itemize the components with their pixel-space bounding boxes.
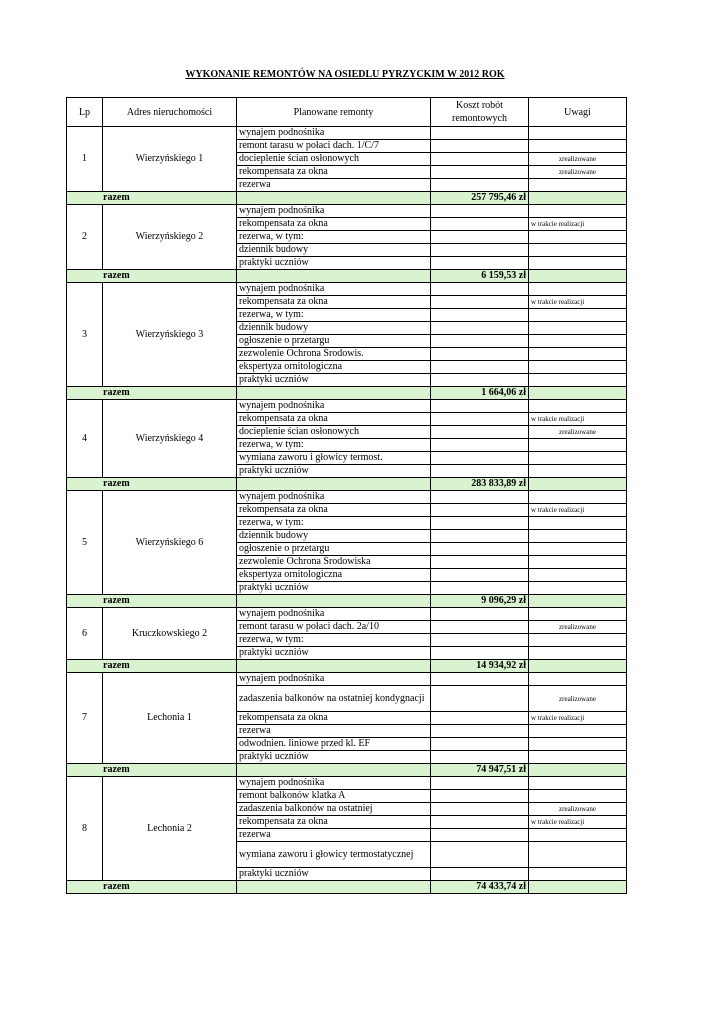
- cost-cell: [431, 400, 529, 413]
- note-cell: [529, 283, 627, 296]
- sum-label: razem: [67, 660, 237, 673]
- cost-cell: [431, 673, 529, 686]
- planned-item: rekompensata za okna: [237, 413, 431, 426]
- planned-item: ekspertyza ornitologiczna: [237, 361, 431, 374]
- planned-item: wynajem podnośnika: [237, 777, 431, 790]
- sum-row: [67, 478, 627, 491]
- table-row: [67, 400, 627, 413]
- sum-note: [529, 881, 627, 894]
- sum-row: [67, 881, 627, 894]
- table-row: [67, 205, 627, 218]
- planned-item: zezwolenie Ochrona Środowiska: [237, 556, 431, 569]
- sum-note: [529, 595, 627, 608]
- row-address: Kruczkowskiego 2: [103, 608, 237, 660]
- cost-cell: [431, 218, 529, 231]
- planned-item: rekompensata za okna: [237, 296, 431, 309]
- planned-item: ekspertyza ornitologiczna: [237, 569, 431, 582]
- cost-cell: [431, 569, 529, 582]
- row-lp: 8: [67, 777, 103, 881]
- header-notes: Uwagi: [529, 98, 627, 127]
- planned-item: praktyki uczniów: [237, 751, 431, 764]
- note-cell: w trakcie realizacji: [529, 218, 627, 231]
- sum-row: [67, 595, 627, 608]
- planned-item: zadaszenia balkonów na ostatniej: [237, 803, 431, 816]
- note-cell: [529, 556, 627, 569]
- note-cell: [529, 634, 627, 647]
- planned-item: rezerwa, w tym:: [237, 517, 431, 530]
- table-row: [67, 491, 627, 504]
- sum-note: [529, 270, 627, 283]
- cost-cell: [431, 296, 529, 309]
- sum-total: 74 433,74 zł: [431, 881, 529, 894]
- table-row: [67, 777, 627, 790]
- note-cell: zrealizowane: [529, 426, 627, 439]
- sum-note: [529, 660, 627, 673]
- sum-label: razem: [67, 764, 237, 777]
- cost-cell: [431, 517, 529, 530]
- row-address: Lechonia 1: [103, 673, 237, 764]
- sum-note: [529, 764, 627, 777]
- note-cell: [529, 374, 627, 387]
- row-address: Wierzyńskiego 4: [103, 400, 237, 478]
- header-cost: Koszt robót remontowych: [431, 98, 529, 127]
- cost-cell: [431, 803, 529, 816]
- sum-label: razem: [67, 192, 237, 205]
- table-row: [67, 608, 627, 621]
- note-cell: [529, 738, 627, 751]
- cost-cell: [431, 127, 529, 140]
- table-body: [67, 127, 627, 894]
- planned-item: praktyki uczniów: [237, 465, 431, 478]
- note-cell: [529, 127, 627, 140]
- note-cell: zrealizowane: [529, 803, 627, 816]
- cost-cell: [431, 231, 529, 244]
- row-lp: 7: [67, 673, 103, 764]
- cost-cell: [431, 153, 529, 166]
- note-cell: zrealizowane: [529, 153, 627, 166]
- sum-empty: [237, 478, 431, 491]
- planned-item: rezerwa: [237, 829, 431, 842]
- note-cell: [529, 751, 627, 764]
- planned-item: wymiana zaworu i głowicy termost.: [237, 452, 431, 465]
- note-cell: [529, 647, 627, 660]
- planned-item: rezerwa, w tym:: [237, 231, 431, 244]
- planned-item: docieplenie ścian osłonowych: [237, 153, 431, 166]
- table-row: [67, 283, 627, 296]
- note-cell: [529, 140, 627, 153]
- sum-empty: [237, 387, 431, 400]
- note-cell: [529, 439, 627, 452]
- cost-cell: [431, 413, 529, 426]
- planned-item: rekompensata za okna: [237, 712, 431, 725]
- table-row: [67, 673, 627, 686]
- cost-cell: [431, 634, 529, 647]
- cost-cell: [431, 842, 529, 868]
- planned-item: dziennik budowy: [237, 530, 431, 543]
- cost-cell: [431, 283, 529, 296]
- row-lp: 2: [67, 205, 103, 270]
- note-cell: [529, 348, 627, 361]
- cost-cell: [431, 777, 529, 790]
- note-cell: [529, 400, 627, 413]
- note-cell: [529, 725, 627, 738]
- sum-total: 6 159,53 zł: [431, 270, 529, 283]
- header-planned: Planowane remonty: [237, 98, 431, 127]
- sum-label: razem: [67, 387, 237, 400]
- cost-cell: [431, 790, 529, 803]
- sum-label: razem: [67, 881, 237, 894]
- sum-total: 283 833,89 zł: [431, 478, 529, 491]
- cost-cell: [431, 426, 529, 439]
- note-cell: [529, 842, 627, 868]
- sum-label: razem: [67, 595, 237, 608]
- cost-cell: [431, 179, 529, 192]
- note-cell: w trakcie realizacji: [529, 712, 627, 725]
- cost-cell: [431, 738, 529, 751]
- note-cell: [529, 309, 627, 322]
- sum-empty: [237, 192, 431, 205]
- page-title: WYKONANIE REMONTÓW NA OSIEDLU PYRZYCKIM W 2012 ROK: [185, 69, 505, 80]
- planned-item: rezerwa: [237, 725, 431, 738]
- sum-note: [529, 478, 627, 491]
- planned-item: rekompensata za okna: [237, 218, 431, 231]
- note-cell: w trakcie realizacji: [529, 504, 627, 517]
- note-cell: zrealizowane: [529, 166, 627, 179]
- cost-cell: [431, 348, 529, 361]
- cost-cell: [431, 556, 529, 569]
- planned-item: rekompensata za okna: [237, 504, 431, 517]
- cost-cell: [431, 452, 529, 465]
- note-cell: zrealizowane: [529, 621, 627, 634]
- planned-item: wynajem podnośnika: [237, 283, 431, 296]
- cost-cell: [431, 686, 529, 712]
- planned-item: wymiana zaworu i głowicy termostatycznej: [237, 842, 431, 868]
- row-lp: 1: [67, 127, 103, 192]
- cost-cell: [431, 257, 529, 270]
- cost-cell: [431, 374, 529, 387]
- planned-item: praktyki uczniów: [237, 374, 431, 387]
- planned-item: rezerwa, w tym:: [237, 309, 431, 322]
- sum-row: [67, 270, 627, 283]
- renovation-table: [66, 97, 627, 894]
- sum-row: [67, 387, 627, 400]
- cost-cell: [431, 140, 529, 153]
- planned-item: rezerwa, w tym:: [237, 439, 431, 452]
- planned-item: docieplenie ścian osłonowych: [237, 426, 431, 439]
- note-cell: [529, 868, 627, 881]
- row-lp: 5: [67, 491, 103, 595]
- cost-cell: [431, 335, 529, 348]
- planned-item: wynajem podnośnika: [237, 608, 431, 621]
- planned-item: zadaszenia balkonów na ostatniej kondygnacji: [237, 686, 431, 712]
- sum-total: 9 096,29 zł: [431, 595, 529, 608]
- planned-item: odwodnien. liniowe przed kl. EF: [237, 738, 431, 751]
- sum-row: [67, 764, 627, 777]
- planned-item: remont tarasu w połaci dach. 1/C/7: [237, 140, 431, 153]
- planned-item: rekompensata za okna: [237, 816, 431, 829]
- planned-item: wynajem podnośnika: [237, 127, 431, 140]
- note-cell: [529, 530, 627, 543]
- sum-total: 14 934,92 zł: [431, 660, 529, 673]
- cost-cell: [431, 244, 529, 257]
- row-address: Lechonia 2: [103, 777, 237, 881]
- cost-cell: [431, 647, 529, 660]
- note-cell: [529, 465, 627, 478]
- planned-item: wynajem podnośnika: [237, 673, 431, 686]
- header-address: Adres nieruchomości: [103, 98, 237, 127]
- sum-row: [67, 660, 627, 673]
- note-cell: zrealizowane: [529, 686, 627, 712]
- note-cell: w trakcie realizacji: [529, 816, 627, 829]
- note-cell: [529, 244, 627, 257]
- cost-cell: [431, 439, 529, 452]
- cost-cell: [431, 166, 529, 179]
- planned-item: dziennik budowy: [237, 322, 431, 335]
- cost-cell: [431, 751, 529, 764]
- note-cell: [529, 361, 627, 374]
- cost-cell: [431, 361, 529, 374]
- sum-row: [67, 192, 627, 205]
- header-row: [67, 98, 627, 127]
- note-cell: [529, 517, 627, 530]
- cost-cell: [431, 582, 529, 595]
- row-lp: 4: [67, 400, 103, 478]
- note-cell: [529, 608, 627, 621]
- note-cell: w trakcie realizacji: [529, 296, 627, 309]
- cost-cell: [431, 868, 529, 881]
- cost-cell: [431, 543, 529, 556]
- note-cell: [529, 231, 627, 244]
- sum-label: razem: [67, 270, 237, 283]
- sum-note: [529, 387, 627, 400]
- sum-total: 74 947,51 zł: [431, 764, 529, 777]
- row-address: Wierzyńskiego 6: [103, 491, 237, 595]
- row-address: Wierzyńskiego 2: [103, 205, 237, 270]
- sum-empty: [237, 595, 431, 608]
- note-cell: [529, 257, 627, 270]
- cost-cell: [431, 504, 529, 517]
- note-cell: [529, 205, 627, 218]
- sum-label: razem: [67, 478, 237, 491]
- planned-item: wynajem podnośnika: [237, 491, 431, 504]
- table-row: [67, 127, 627, 140]
- note-cell: [529, 452, 627, 465]
- cost-cell: [431, 621, 529, 634]
- planned-item: zezwolenie Ochrona Środowis.: [237, 348, 431, 361]
- cost-cell: [431, 530, 529, 543]
- cost-cell: [431, 816, 529, 829]
- note-cell: [529, 777, 627, 790]
- note-cell: [529, 322, 627, 335]
- note-cell: [529, 491, 627, 504]
- row-lp: 3: [67, 283, 103, 387]
- note-cell: [529, 335, 627, 348]
- sum-empty: [237, 270, 431, 283]
- header-lp: Lp: [67, 98, 103, 127]
- planned-item: rezerwa: [237, 179, 431, 192]
- row-address: Wierzyńskiego 3: [103, 283, 237, 387]
- planned-item: praktyki uczniów: [237, 647, 431, 660]
- planned-item: remont balkonów klatka A: [237, 790, 431, 803]
- note-cell: [529, 543, 627, 556]
- sum-empty: [237, 881, 431, 894]
- planned-item: wynajem podnośnika: [237, 205, 431, 218]
- note-cell: [529, 829, 627, 842]
- planned-item: remont tarasu w połaci dach. 2a/10: [237, 621, 431, 634]
- planned-item: rezerwa, w tym:: [237, 634, 431, 647]
- row-lp: 6: [67, 608, 103, 660]
- cost-cell: [431, 608, 529, 621]
- sum-empty: [237, 764, 431, 777]
- cost-cell: [431, 491, 529, 504]
- planned-item: ogłoszenie o przetargu: [237, 335, 431, 348]
- row-address: Wierzyńskiego 1: [103, 127, 237, 192]
- planned-item: ogłoszenie o przetargu: [237, 543, 431, 556]
- sum-total: 1 664,06 zł: [431, 387, 529, 400]
- sum-total: 257 795,46 zł: [431, 192, 529, 205]
- cost-cell: [431, 465, 529, 478]
- cost-cell: [431, 712, 529, 725]
- cost-cell: [431, 322, 529, 335]
- note-cell: [529, 179, 627, 192]
- note-cell: [529, 673, 627, 686]
- sum-empty: [237, 660, 431, 673]
- planned-item: wynajem podnośnika: [237, 400, 431, 413]
- note-cell: w trakcie realizacji: [529, 413, 627, 426]
- note-cell: [529, 569, 627, 582]
- planned-item: praktyki uczniów: [237, 868, 431, 881]
- planned-item: rekompensata za okna: [237, 166, 431, 179]
- planned-item: praktyki uczniów: [237, 257, 431, 270]
- cost-cell: [431, 725, 529, 738]
- sum-note: [529, 192, 627, 205]
- note-cell: [529, 582, 627, 595]
- cost-cell: [431, 309, 529, 322]
- note-cell: [529, 790, 627, 803]
- planned-item: dziennik budowy: [237, 244, 431, 257]
- planned-item: praktyki uczniów: [237, 582, 431, 595]
- cost-cell: [431, 205, 529, 218]
- cost-cell: [431, 829, 529, 842]
